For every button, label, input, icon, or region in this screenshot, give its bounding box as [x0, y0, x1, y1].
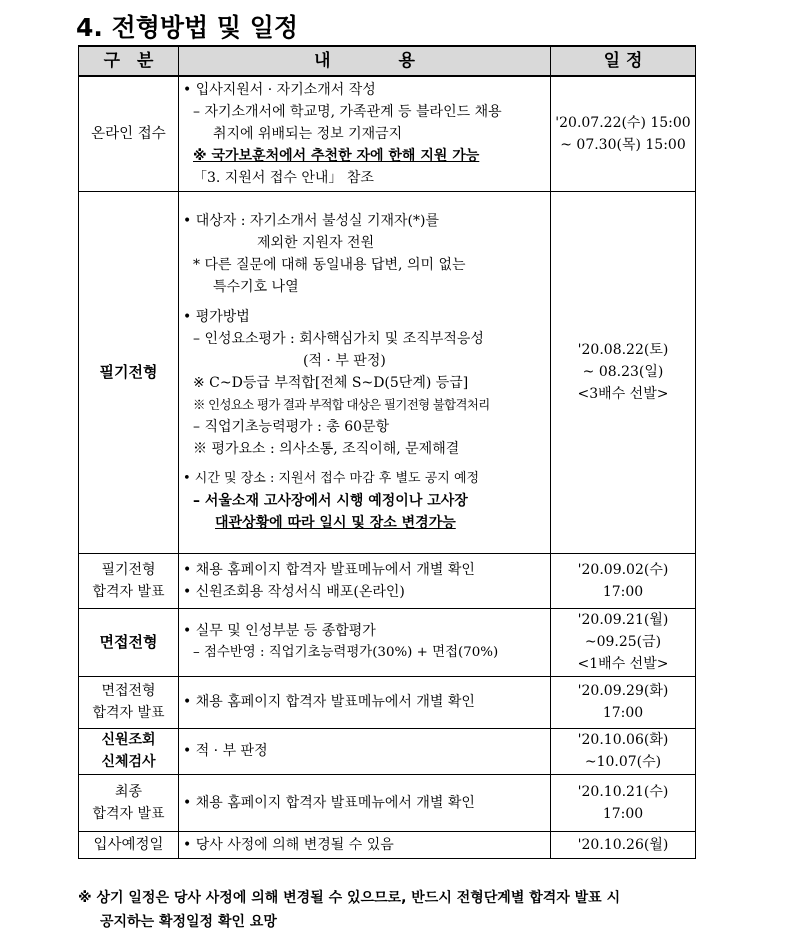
content-line: 특수기호 나열	[213, 279, 299, 295]
content-line: • 채용 홈페이지 합격자 발표메뉴에서 개별 확인	[183, 794, 475, 811]
schedule-table	[78, 45, 696, 859]
table-row-background-check	[79, 728, 696, 774]
content-line: (적 · 부 판정)	[303, 353, 386, 369]
schedule-line: '20.10.06(화)	[577, 732, 669, 748]
category-cell	[79, 553, 179, 608]
schedule-line: 17:00	[602, 705, 644, 721]
header-schedule: 일 정	[551, 46, 696, 76]
schedule-line: ~09.25(금)	[584, 634, 662, 650]
content-line-emphasis: 대관상황에 따라 일시 및 장소 변경가능	[215, 515, 456, 531]
content-line: • 시간 및 장소 : 지원서 접수 마감 후 별도 공지 예정	[183, 471, 480, 486]
schedule-line: '20.09.02(수)	[577, 561, 669, 578]
content-line: – 자기소개서에 학교명, 가족관계 등 블라인드 채용	[193, 103, 502, 120]
category-label: 입사예정일	[93, 836, 164, 853]
content-line: • 입사지원서 · 자기소개서 작성	[183, 81, 376, 98]
category-cell	[79, 728, 179, 774]
category-label: 최종	[114, 783, 143, 800]
schedule-line: ~ 08.23(일)	[582, 364, 664, 380]
section-title: 4. 전형방법 및 일정	[76, 13, 299, 42]
schedule-line: <1배수 선발>	[577, 656, 669, 672]
schedule-line: '20.10.26(월)	[577, 836, 669, 853]
content-cell	[179, 676, 551, 728]
content-line: • 채용 홈페이지 합격자 발표메뉴에서 개별 확인	[183, 694, 475, 710]
category-cell	[79, 676, 179, 728]
content-line: • 실무 및 인성부분 등 종합평가	[183, 623, 376, 639]
content-cell	[179, 774, 551, 831]
category-label: 필기전형	[99, 363, 158, 381]
content-line: • 당사 사정에 의해 변경될 수 있음	[183, 836, 394, 853]
schedule-line: 17:00	[602, 583, 644, 600]
schedule-cell	[551, 676, 696, 728]
content-cell	[179, 553, 551, 608]
schedule-line: '20.09.21(월)	[577, 612, 669, 628]
content-line: • 신원조회용 작성서식 배포(온라인)	[183, 583, 405, 600]
content-line: • 채용 홈페이지 합격자 발표메뉴에서 개별 확인	[183, 561, 475, 578]
table-row-written-result	[79, 553, 696, 608]
table-row-interview	[79, 608, 696, 676]
content-line: • 대상자 : 자기소개서 불성실 기재자(*)를	[183, 213, 440, 229]
schedule-line: '20.08.22(토)	[577, 342, 669, 358]
schedule-line: ~10.07(수)	[584, 754, 662, 770]
schedule-cell	[551, 191, 696, 553]
schedule-line: 17:00	[602, 805, 644, 822]
category-cell	[79, 76, 179, 191]
category-label: 면접전형	[99, 633, 158, 651]
content-cell	[179, 728, 551, 774]
category-label: 합격자 발표	[92, 583, 165, 600]
schedule-line: <3배수 선발>	[577, 386, 669, 402]
footnote-line: 공지하는 확정일정 확인 요망	[100, 914, 277, 930]
content-line: 제외한 지원자 전원	[257, 235, 375, 251]
category-cell	[79, 608, 179, 676]
category-cell	[79, 191, 179, 553]
content-line: ※ 평가요소 : 의사소통, 조직이해, 문제해결	[193, 441, 460, 457]
category-label: 필기전형	[101, 561, 156, 578]
content-line: – 직업기초능력평가 : 총 60문항	[193, 419, 390, 435]
schedule-cell	[551, 608, 696, 676]
content-cell	[179, 831, 551, 858]
schedule-cell	[551, 553, 696, 608]
content-cell	[179, 76, 551, 191]
content-line: ※ 인성요소 평가 결과 부적합 대상은 필기전형 불합격처리	[193, 397, 490, 412]
table-row-final-result	[79, 774, 696, 831]
content-line-emphasis: ※ 국가보훈처에서 추천한 자에 한해 지원 가능	[193, 147, 480, 164]
category-label: 신체검사	[101, 754, 156, 770]
content-line: – 인성요소평가 : 회사핵심가치 및 조직부적응성	[193, 331, 484, 347]
schedule-cell	[551, 774, 696, 831]
category-label: 합격자 발표	[92, 705, 165, 721]
category-label: 합격자 발표	[92, 805, 165, 822]
header-content: 내 용	[179, 46, 551, 76]
footnote-line: ※ 상기 일정은 당사 사정에 의해 변경될 수 있으므로, 반드시 전형단계별 합격자 발표 시	[78, 890, 621, 906]
category-label: 면접전형	[101, 683, 156, 699]
content-line: ※ C~D등급 부적합[전체 S~D(5단계) 등급]	[193, 375, 469, 391]
category-cell	[79, 774, 179, 831]
content-line: 취지에 위배되는 정보 기재금지	[213, 125, 403, 142]
content-line: – 점수반영 : 직업기초능력평가(30%) + 면접(70%)	[193, 645, 499, 660]
content-cell	[179, 191, 551, 553]
schedule-cell	[551, 76, 696, 191]
table-row-interview-result	[79, 676, 696, 728]
table-row-written-test	[79, 191, 696, 553]
schedule-cell	[551, 831, 696, 858]
schedule-cell	[551, 728, 696, 774]
schedule-line: ~ 07.30(목) 15:00	[560, 136, 686, 153]
schedule-line: '20.07.22(수) 15:00	[555, 114, 691, 131]
footnote	[78, 886, 718, 934]
content-line-emphasis: – 서울소재 고사장에서 시행 예정이나 고사장	[193, 493, 468, 509]
content-line: 「3. 지원서 접수 안내」 참조	[193, 169, 374, 186]
content-cell	[179, 608, 551, 676]
content-line: • 평가방법	[183, 309, 250, 325]
schedule-line: '20.10.21(수)	[577, 783, 669, 800]
table-header-row	[79, 46, 696, 76]
spacer	[183, 298, 546, 306]
category-label: 신원조회	[101, 732, 156, 748]
category-label: 온라인 접수	[91, 125, 166, 142]
spacer	[183, 460, 546, 468]
table-row-online-apply	[79, 76, 696, 191]
table-row-start-date	[79, 831, 696, 858]
schedule-line: '20.09.29(화)	[577, 683, 669, 699]
content-line: * 다른 질문에 대해 동일내용 답변, 의미 없는	[193, 257, 466, 273]
content-line: • 적 · 부 판정	[183, 743, 268, 759]
category-cell	[79, 831, 179, 858]
header-category: 구 분	[79, 46, 179, 76]
